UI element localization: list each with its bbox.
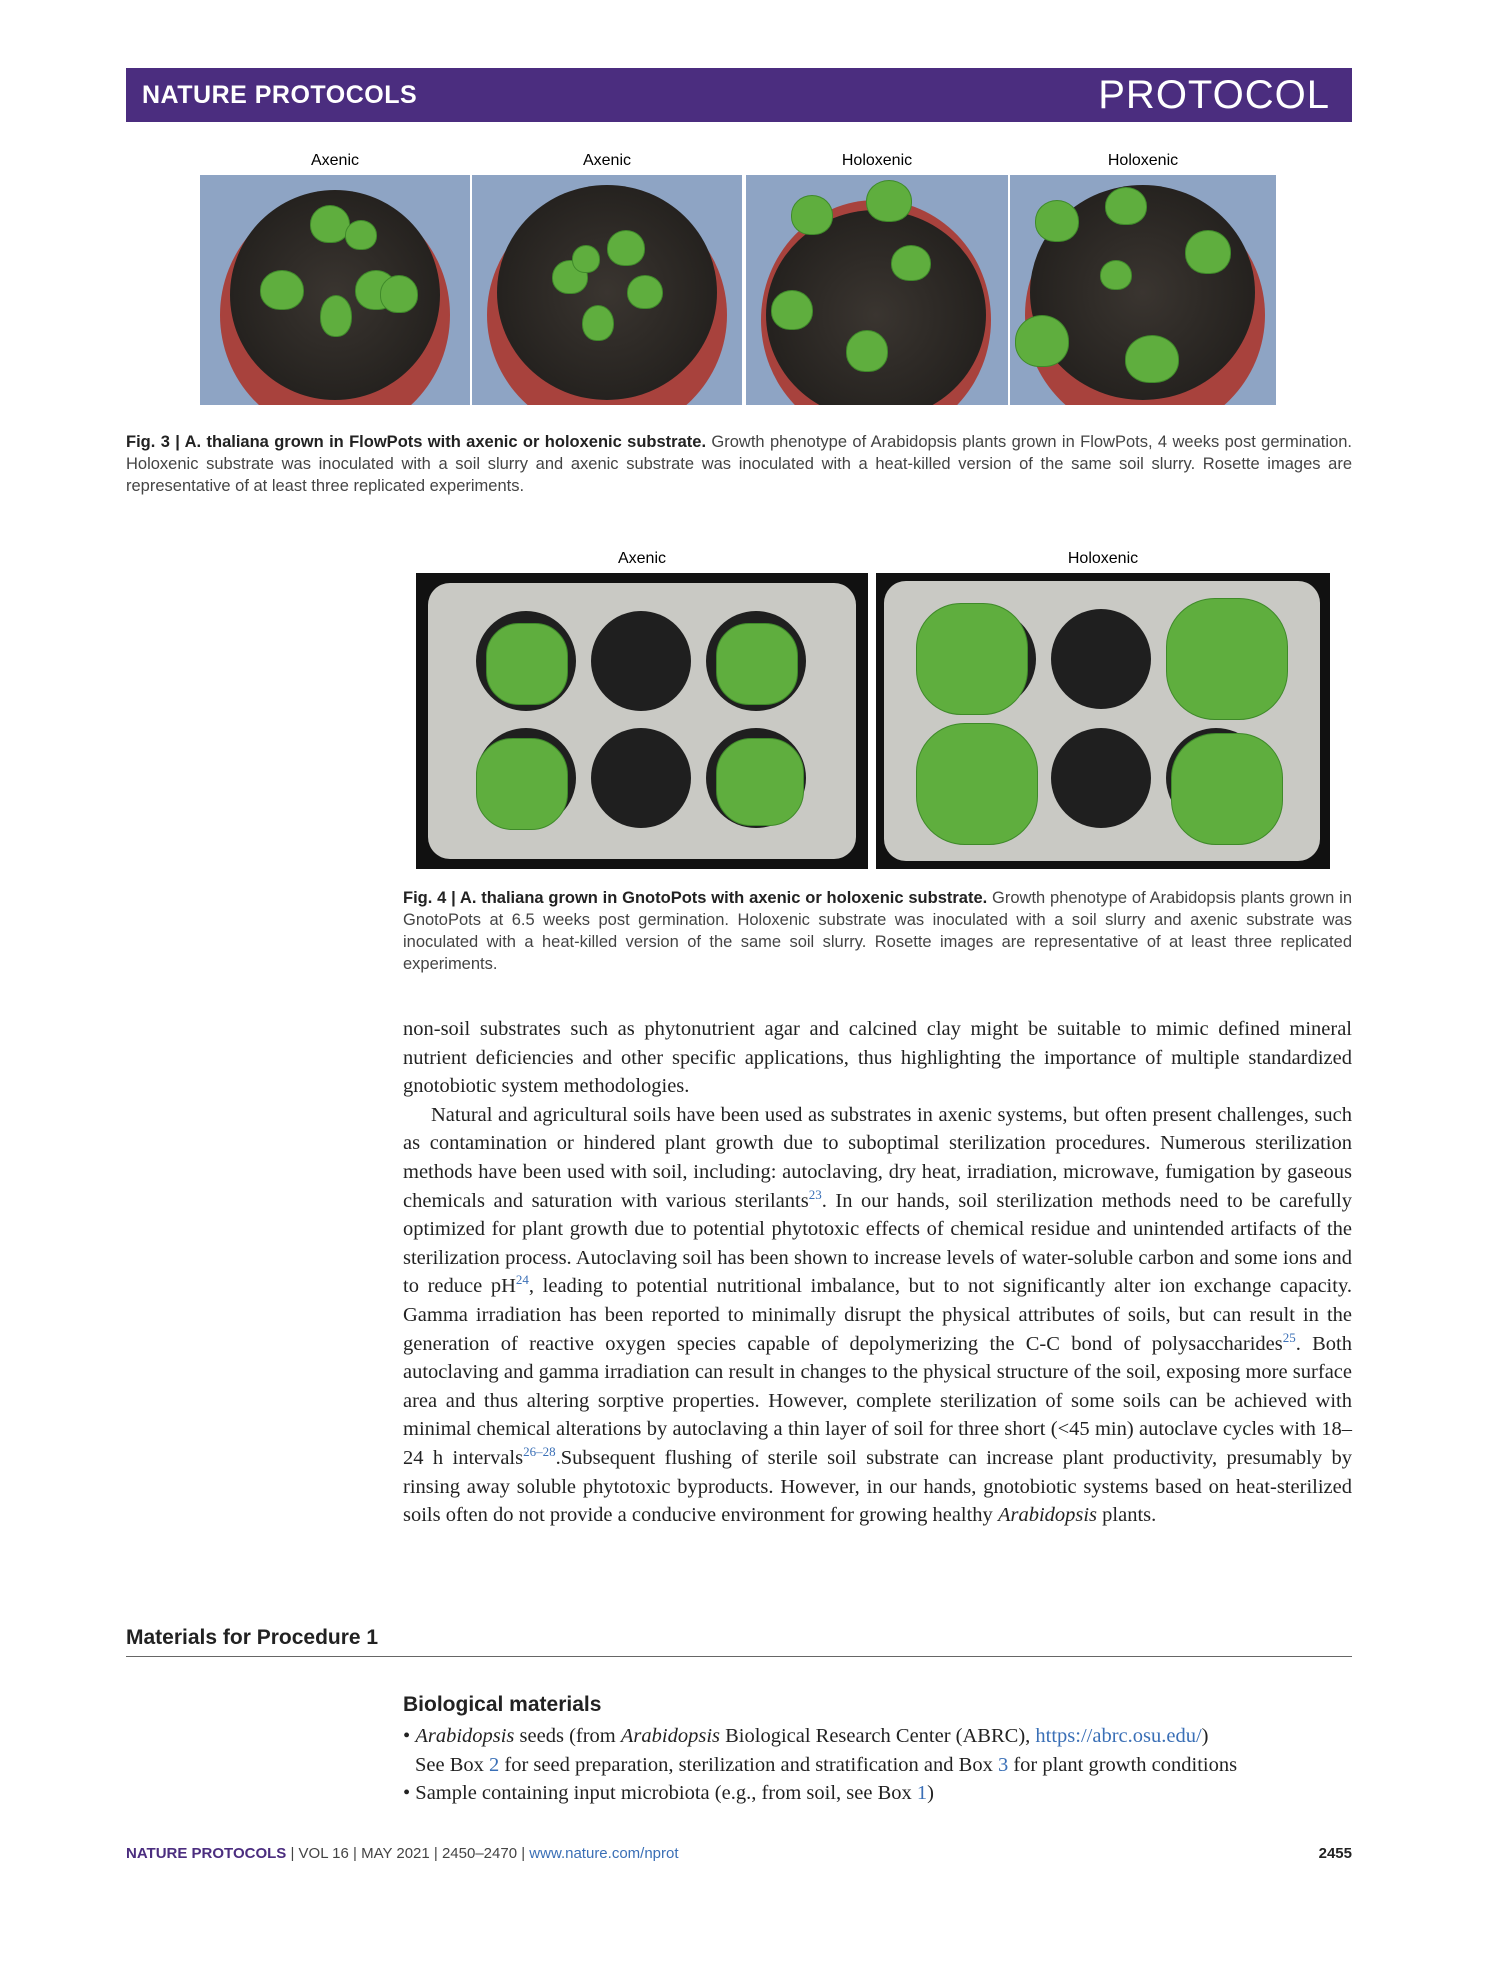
body-text xyxy=(403,1015,1352,1530)
fig3-caption-title: Fig. 3 | A. thaliana grown in FlowPots with axenic or holoxenic substrate. xyxy=(126,433,707,451)
reference-24[interactable]: 24 xyxy=(515,1272,529,1288)
fig3-label-3: Holoxenic xyxy=(841,152,913,169)
fig4-caption-text: Growth phenotype of Arabidopsis plants grown in GnotoPots at 6.5 weeks post germination. Holoxenic substrate was inoculated with a soil slurry and axenic substrate was inoculated with a heat-killed version of the same soil slurry. Rosette images are representative of at least three replicated experiments. xyxy=(403,889,1353,973)
subsection-heading: Biological materials xyxy=(403,1693,602,1716)
page-number: 2455 xyxy=(1318,1845,1352,1862)
list-item xyxy=(403,1722,1352,1751)
item1-text-b: seeds (from xyxy=(514,1725,621,1747)
item2-text-b: ) xyxy=(927,1782,934,1805)
list-item-continuation xyxy=(403,1751,1352,1780)
p2-text-a: Natural and agricultural soils have been used as substrates in axenic systems, but often present challenges, such as contamination or hindered plant growth due to suboptimal sterilization procedures. Numerous sterilization methods have been used with soil, including: autoclaving, dry heat, irradiation, microwave, fumigation by gaseous chemicals and saturation with various sterilants xyxy=(403,1103,1352,1212)
p2-text-e: .Subsequent flushing of sterile soil substrate can increase plant productivity, presumably by rinsing away soluble phytotoxic byproducts. However, in our hands, gnotobiotic systems based on heat-sterilized soils often do not provide a conducive environment for growing healthy xyxy=(403,1446,1353,1527)
fig3-caption-text: Growth phenotype of Arabidopsis plants grown in FlowPots, 4 weeks post germination. Holoxenic substrate was inoculated with a soil slurry and axenic substrate was inoculated with a heat-killed version of the same soil slurry. Rosette images are representative of at least three replicated experiments. xyxy=(126,433,1352,495)
fig3-label-1: Axenic xyxy=(310,152,360,169)
footer-details: | VOL 16 | MAY 2021 | 2450–2470 | xyxy=(286,1845,530,1862)
paragraph-2 xyxy=(403,1101,1352,1530)
fig4-caption xyxy=(403,887,1352,975)
p2-text-end: plants. xyxy=(1097,1504,1157,1527)
fig3-photo-holoxenic-1 xyxy=(746,175,1008,405)
box-3-link[interactable]: 3 xyxy=(997,1753,1009,1776)
item1-line2-c: for plant growth conditions xyxy=(1008,1753,1238,1776)
p2-text-b: . In our hands, soil sterilization methods need to be carefully optimized for plant growth due to potential phytotoxic effects of chemical residue and unintended artifacts of the sterilization process. Autoclaving soil has been shown to increase levels of water-soluble carbon and some ions and to reduce pH xyxy=(403,1189,1352,1298)
fig3-label-4: Holoxenic xyxy=(1107,152,1179,169)
fig3-label-2: Axenic xyxy=(582,152,632,169)
reference-23[interactable]: 23 xyxy=(808,1186,822,1202)
footer-citation xyxy=(126,1845,679,1862)
item2-text-a: • Sample containing input microbiota (e.g., from soil, see Box xyxy=(403,1782,917,1805)
p2-italic: Arabidopsis xyxy=(997,1504,1098,1527)
box-2-link[interactable]: 2 xyxy=(489,1753,500,1776)
box-1-link[interactable]: 1 xyxy=(916,1782,928,1805)
reference-26-28[interactable]: 26–28 xyxy=(523,1444,556,1460)
journal-name: NATURE PROTOCOLS xyxy=(142,80,418,109)
materials-list xyxy=(403,1722,1352,1808)
fig3-photo-axenic-2 xyxy=(472,175,742,405)
abrc-link[interactable]: https://abrc.osu.edu/ xyxy=(1035,1725,1202,1747)
journal-header xyxy=(126,68,1352,122)
footer-url[interactable]: www.nature.com/nprot xyxy=(529,1845,679,1862)
paragraph-1: non-soil substrates such as phytonutrient agar and calcined clay might be suitable to mimic defined mineral nutrient deficiencies and other specific applications, thus highlighting the importance of multiple standardized gnotobiotic system methodologies. xyxy=(403,1018,1352,1098)
fig4-label-1: Axenic xyxy=(617,550,667,567)
item1-line2-a: See Box xyxy=(415,1753,490,1776)
fig4-caption-title: Fig. 4 | A. thaliana grown in GnotoPots with axenic or holoxenic substrate. xyxy=(403,889,988,907)
item1-italic-2: Arabidopsis xyxy=(620,1725,720,1747)
fig3-photo-holoxenic-2 xyxy=(1010,175,1276,405)
p2-text-d: . Both autoclaving and gamma irradiation can result in changes to the physical structure of the soil, exposing more surface area and thus altering sorptive properties. However, complete sterilization of some soils can be achieved with minimal chemical alterations by autoclaving a thin layer of soil for three short (<45 min) autoclave cycles with 18–24 h intervals xyxy=(403,1332,1352,1469)
item1-line2-b: for seed preparation, sterilization and stratification and Box xyxy=(499,1753,998,1776)
fig4-photo-holoxenic xyxy=(876,573,1330,869)
fig4-photo-axenic xyxy=(416,573,868,869)
item1-text-d: ) xyxy=(1201,1725,1209,1747)
article-type: PROTOCOL xyxy=(1098,72,1330,117)
list-item xyxy=(403,1779,1352,1808)
footer-journal: NATURE PROTOCOLS xyxy=(126,1845,287,1862)
fig4-label-2: Holoxenic xyxy=(1067,550,1139,567)
item1-italic-1: Arabidopsis xyxy=(415,1725,515,1747)
fig3-photo-axenic-1 xyxy=(200,175,470,405)
section-heading: Materials for Procedure 1 xyxy=(126,1626,1352,1657)
item1-text-c: Biological Research Center (ABRC), xyxy=(720,1725,1036,1747)
p2-text-c: , leading to potential nutritional imbalance, but to not significantly alter ion exchange capacity. Gamma irradiation has been reported to minimally disrupt the physical attributes of soils, but can result in the generation of reactive oxygen species capable of depolymerizing the C-C bond of polysaccharides xyxy=(403,1275,1352,1355)
page-footer xyxy=(126,1845,1352,1862)
fig3-caption xyxy=(126,431,1352,497)
reference-25[interactable]: 25 xyxy=(1282,1329,1296,1345)
bullet: • xyxy=(403,1725,416,1747)
